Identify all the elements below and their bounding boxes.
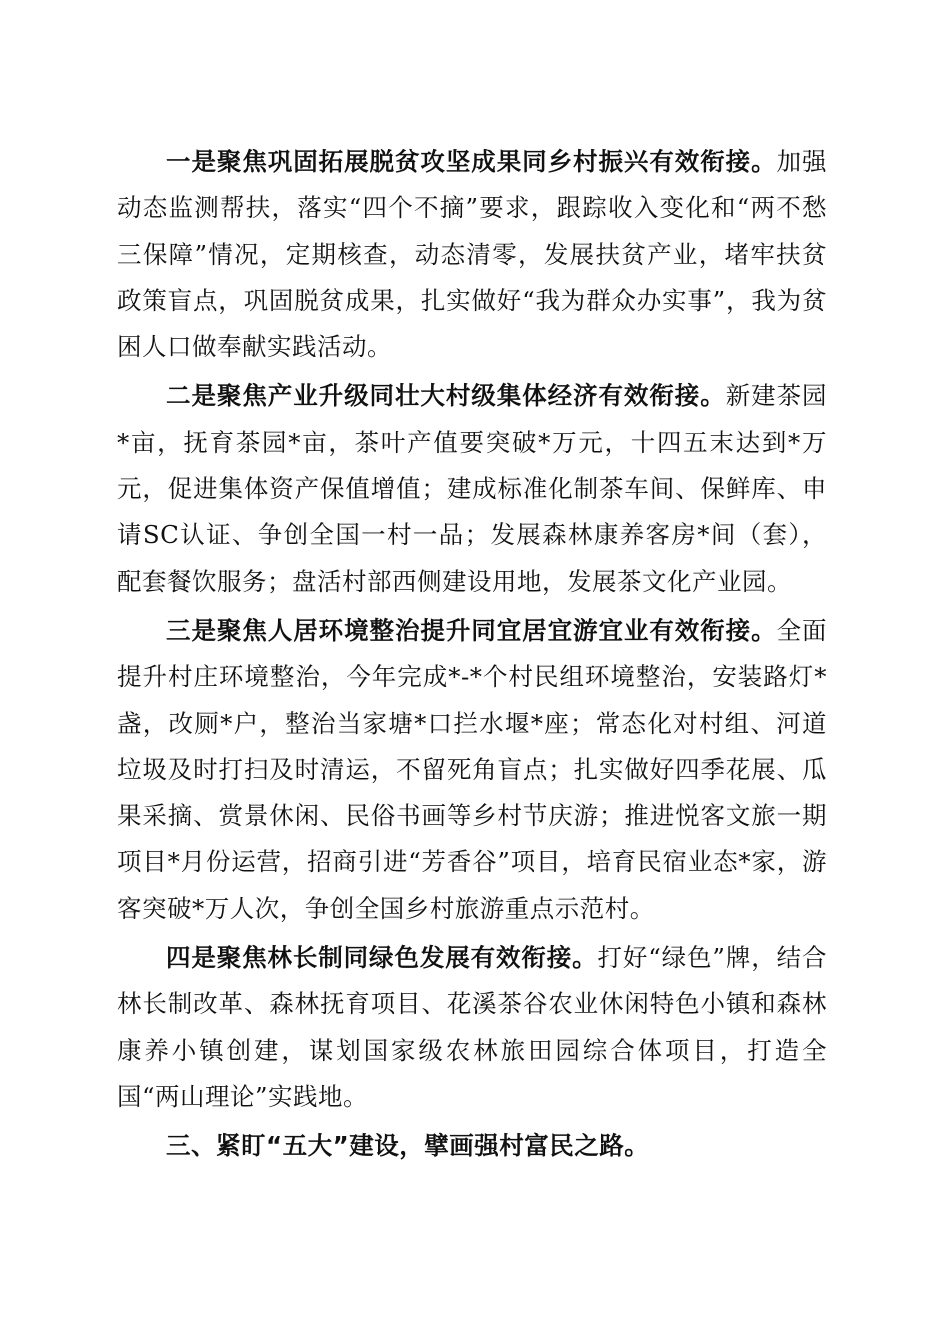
section-heading: 三、紧盯“五大”建设，擘画强村富民之路。 xyxy=(166,1131,650,1161)
paragraph-3 xyxy=(117,608,827,932)
paragraph-2-body: 新建茶园*亩，抚育茶园*亩，茶叶产值要突破*万元，十四五末达到*万元，促进集体资产保值增值；建成标准化制茶车间、保鲜库、申请SC认证、争创全国一村一品；发展森林康养客房*间（套），配套餐饮服务；盘活村部西侧建设用地，发展茶文化产业园。 xyxy=(117,381,828,596)
paragraph-1 xyxy=(117,139,827,370)
paragraph-4 xyxy=(117,935,827,1120)
paragraph-4-body: 打好“绿色”牌，结合林长制改革、森林抚育项目、花溪茶谷农业休闲特色小镇和森林康养小镇创建，谋划国家级农林旅田园综合体项目，打造全国“两山理论”实践地。 xyxy=(117,943,827,1111)
paragraph-2-lead: 二是聚焦产业升级同壮大村级集体经济有效衔接。 xyxy=(166,381,726,411)
paragraph-1-lead: 一是聚焦巩固拓展脱贫攻坚成果同乡村振兴有效衔接。 xyxy=(166,147,777,176)
paragraph-2 xyxy=(117,373,827,604)
paragraph-4-lead: 四是聚焦林长制同绿色发展有效衔接。 xyxy=(166,943,598,973)
paragraph-1-body: 加强动态监测帮扶，落实“四个不摘”要求，跟踪收入变化和“两不愁三保障”情况，定期核查，动态清零，发展扶贫产业，堵牢扶贫政策盲点，巩固脱贫成果，扎实做好“我为群众办实事”，我为贫困人口做奉献实践活动。 xyxy=(117,147,828,362)
paragraph-3-lead: 三是聚焦人居环境整治提升同宜居宜游宜业有效衔接。 xyxy=(166,615,777,645)
paragraph-3-body: 全面提升村庄环境整治，今年完成*-*个村民组环境整治，安装路灯*盏，改厕*户，整治当家塘*口拦水堰*座；常态化对村组、河道垃圾及时打扫及时清运，不留死角盲点；扎实做好四季花展、瓜果采摘、赏景休闲、民俗书画等乡村节庆游；推进悦客文旅一期项目*月份运营，招商引进“芳香谷”项目，培育民宿业态*家，游客突破*万人次，争创全国乡村旅游重点示范村。 xyxy=(117,615,828,923)
document-body xyxy=(117,139,827,1170)
